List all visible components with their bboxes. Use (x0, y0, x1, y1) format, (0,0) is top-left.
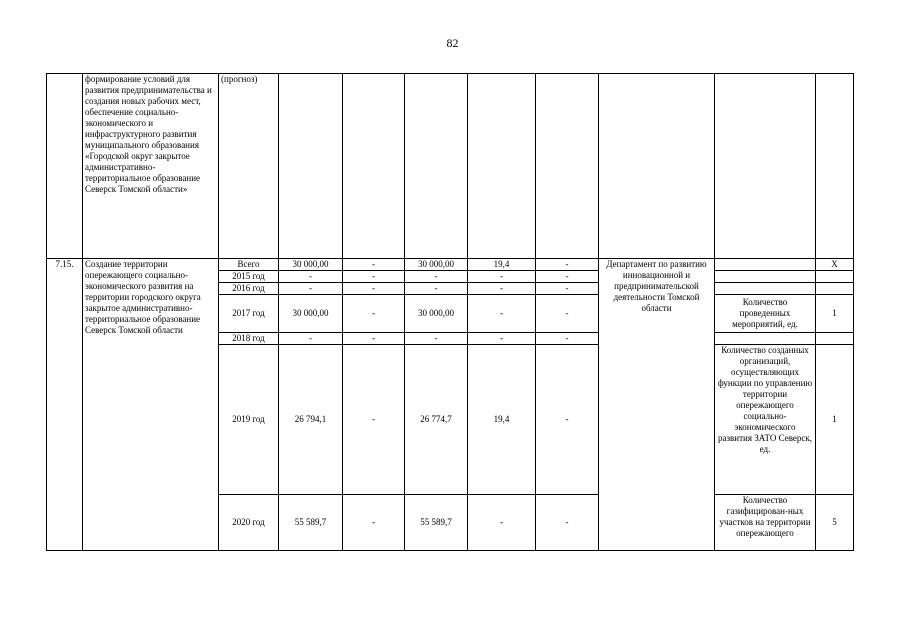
federal-cell: - (343, 295, 405, 333)
regional-cell: 26 774,7 (405, 345, 468, 495)
other-cell: - (536, 259, 599, 271)
value-cell (816, 271, 854, 283)
municipal-cell: 19,4 (468, 259, 536, 271)
municipal-cell: - (468, 333, 536, 345)
total-cell: 30 000,00 (279, 295, 343, 333)
municipal-cell: - (468, 295, 536, 333)
number-cell (47, 74, 83, 259)
regional-cell: 30 000,00 (405, 295, 468, 333)
other-cell: - (536, 283, 599, 295)
federal-cell: - (343, 259, 405, 271)
value-cell (816, 333, 854, 345)
year-cell: 2019 год (219, 345, 279, 495)
regional-cell: - (405, 283, 468, 295)
federal-cell: - (343, 495, 405, 551)
federal-cell: - (343, 345, 405, 495)
table-row (47, 259, 854, 271)
federal-cell: - (343, 283, 405, 295)
indicator-cell: Количество созданных организаций, осуществляющих функции по управлению территории опережающего социально-экономического развития ЗАТО Северск, ед. (715, 345, 816, 495)
other-cell: - (536, 295, 599, 333)
value-cell: 1 (816, 345, 854, 495)
federal-cell: - (343, 333, 405, 345)
program-table (46, 73, 854, 551)
year-cell: 2017 год (219, 295, 279, 333)
value-cell: 1 (816, 295, 854, 333)
year-cell: 2018 год (219, 333, 279, 345)
other-cell: - (536, 333, 599, 345)
year-cell: 2020 год (219, 495, 279, 551)
regional-cell: 30 000,00 (405, 259, 468, 271)
municipal-cell: - (468, 283, 536, 295)
continuation-period: (прогноз) (219, 74, 279, 259)
municipal-cell: - (468, 271, 536, 283)
total-cell: - (279, 271, 343, 283)
municipal-cell: - (468, 495, 536, 551)
other-cell: - (536, 271, 599, 283)
regional-cell: - (405, 333, 468, 345)
indicator-cell: Количество проведенных мероприятий, ед. (715, 295, 816, 333)
value-cell: 5 (816, 495, 854, 551)
continuation-title: формирование условий для развития предпринимательства и создания новых рабочих мест, обеспечение социально-экономического и инфраструктурного развития муниципального образования «Городской округ закрытое административно-территориальное образование Северск Томской области» (83, 74, 219, 259)
value-cell (816, 283, 854, 295)
total-cell: 30 000,00 (279, 259, 343, 271)
regional-cell: 55 589,7 (405, 495, 468, 551)
indicator-cell (715, 333, 816, 345)
year-cell: 2015 год (219, 271, 279, 283)
year-cell: Всего (219, 259, 279, 271)
year-cell: 2016 год (219, 283, 279, 295)
total-cell: - (279, 283, 343, 295)
total-cell: 55 589,7 (279, 495, 343, 551)
other-cell: - (536, 345, 599, 495)
indicator-cell (715, 271, 816, 283)
continuation-row (47, 74, 854, 259)
item-number: 7.15. (47, 259, 83, 551)
municipal-cell: 19,4 (468, 345, 536, 495)
total-cell: - (279, 333, 343, 345)
item-title: Создание территории опережающего социально-экономического развития на территории городского округа закрытое административно-территориальное образование Северск Томской области (83, 259, 219, 551)
other-cell: - (536, 495, 599, 551)
total-cell: 26 794,1 (279, 345, 343, 495)
page-number: 82 (446, 36, 459, 50)
value-cell: X (816, 259, 854, 271)
indicator-cell (715, 283, 816, 295)
indicator-cell (715, 259, 816, 271)
executor-cell: Департамент по развитию инновационной и предпринимательской деятельности Томской области (599, 259, 715, 551)
regional-cell: - (405, 271, 468, 283)
federal-cell: - (343, 271, 405, 283)
indicator-cell: Количество газифицирован-ных участков на территории опережающего (715, 495, 816, 551)
